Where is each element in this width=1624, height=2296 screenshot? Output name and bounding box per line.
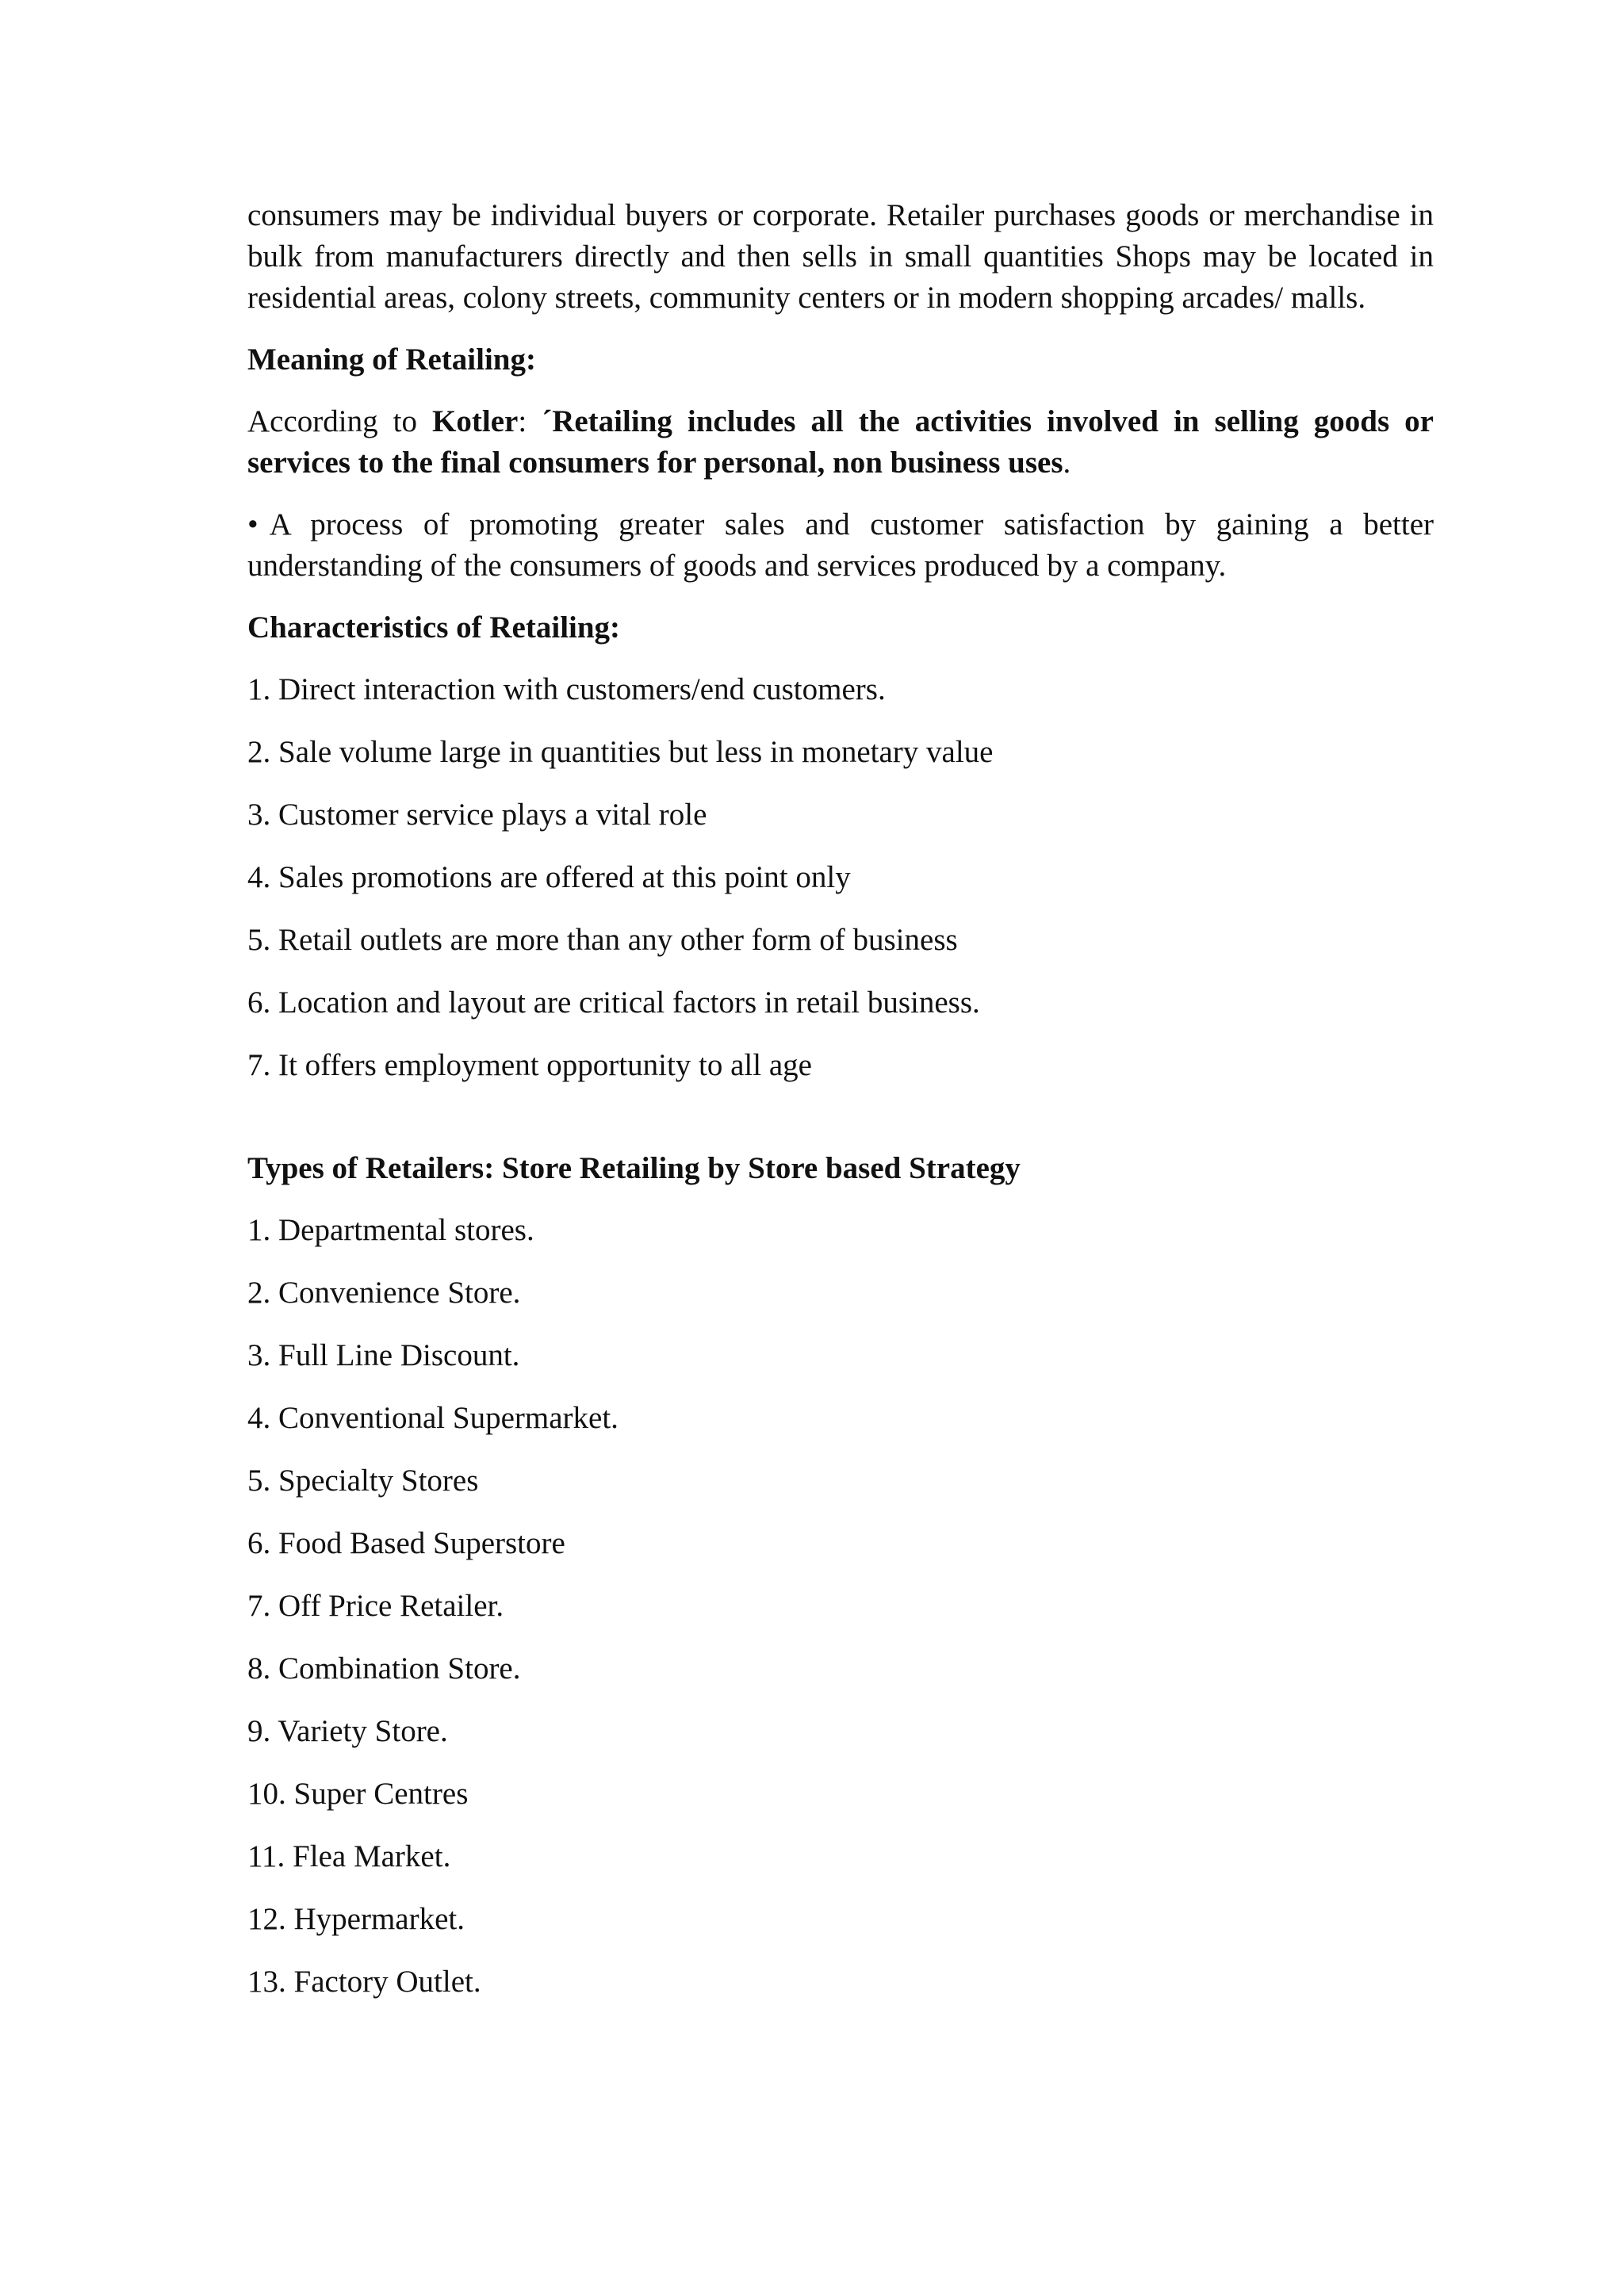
list-item: 5. Specialty Stores <box>247 1464 479 1498</box>
bullet-icon: • <box>247 507 259 541</box>
quote-text: ´Retailing includes all the activities involved in selling goods or services to the final consumers for personal, non business uses <box>247 404 1434 480</box>
list-item: 5. Retail outlets are more than any other form of business <box>247 923 958 957</box>
list-item: 10. Super Centres <box>247 1777 469 1811</box>
page-content <box>247 195 1434 2003</box>
quote-suffix: . <box>1063 446 1071 480</box>
list-item: 4. Sales promotions are offered at this point only <box>247 860 851 894</box>
bullet-paragraph <box>247 504 1434 587</box>
quote-author: Kotler <box>432 404 519 438</box>
intro-paragraph: consumers may be individual buyers or corporate. Retailer purchases goods or merchandise in bulk from manufacturers directly and then sells in small quantities Shops may be located in residential areas, colony streets, community centers or in modern shopping arcades/ malls. <box>247 198 1434 315</box>
list-item: 12. Hypermarket. <box>247 1902 465 1936</box>
list-item: 6. Location and layout are critical factors in retail business. <box>247 985 980 1020</box>
types-list <box>247 1210 1434 2003</box>
section-spacer <box>247 1086 1434 1127</box>
bullet-text: A process of promoting greater sales and customer satisfaction by gaining a better understanding of the consumers of goods and services produced by a company. <box>247 507 1434 583</box>
meaning-heading: Meaning of Retailing: <box>247 342 536 377</box>
characteristics-heading: Characteristics of Retailing: <box>247 610 621 645</box>
list-item: 7. It offers employment opportunity to all age <box>247 1048 812 1082</box>
list-item: 8. Combination Store. <box>247 1651 521 1686</box>
list-item: 4. Conventional Supermarket. <box>247 1401 619 1435</box>
characteristics-list <box>247 669 1434 1086</box>
list-item: 2. Convenience Store. <box>247 1276 521 1310</box>
list-item: 7. Off Price Retailer. <box>247 1589 504 1623</box>
list-item: 3. Customer service plays a vital role <box>247 798 707 832</box>
list-item: 6. Food Based Superstore <box>247 1526 565 1560</box>
list-item: 11. Flea Market. <box>247 1839 451 1873</box>
types-heading: Types of Retailers: Store Retailing by Store based Strategy <box>247 1151 1021 1185</box>
quote-prefix: According to <box>247 404 433 438</box>
list-item: 1. Direct interaction with customers/end customers. <box>247 672 886 706</box>
quote-separator: : <box>518 404 542 438</box>
list-item: 2. Sale volume large in quantities but less in monetary value <box>247 735 994 769</box>
list-item: 9. Variety Store. <box>247 1714 448 1748</box>
list-item: 3. Full Line Discount. <box>247 1338 520 1372</box>
list-item: 13. Factory Outlet. <box>247 1965 481 1999</box>
kotler-definition <box>247 401 1434 484</box>
list-item: 1. Departmental stores. <box>247 1213 534 1247</box>
